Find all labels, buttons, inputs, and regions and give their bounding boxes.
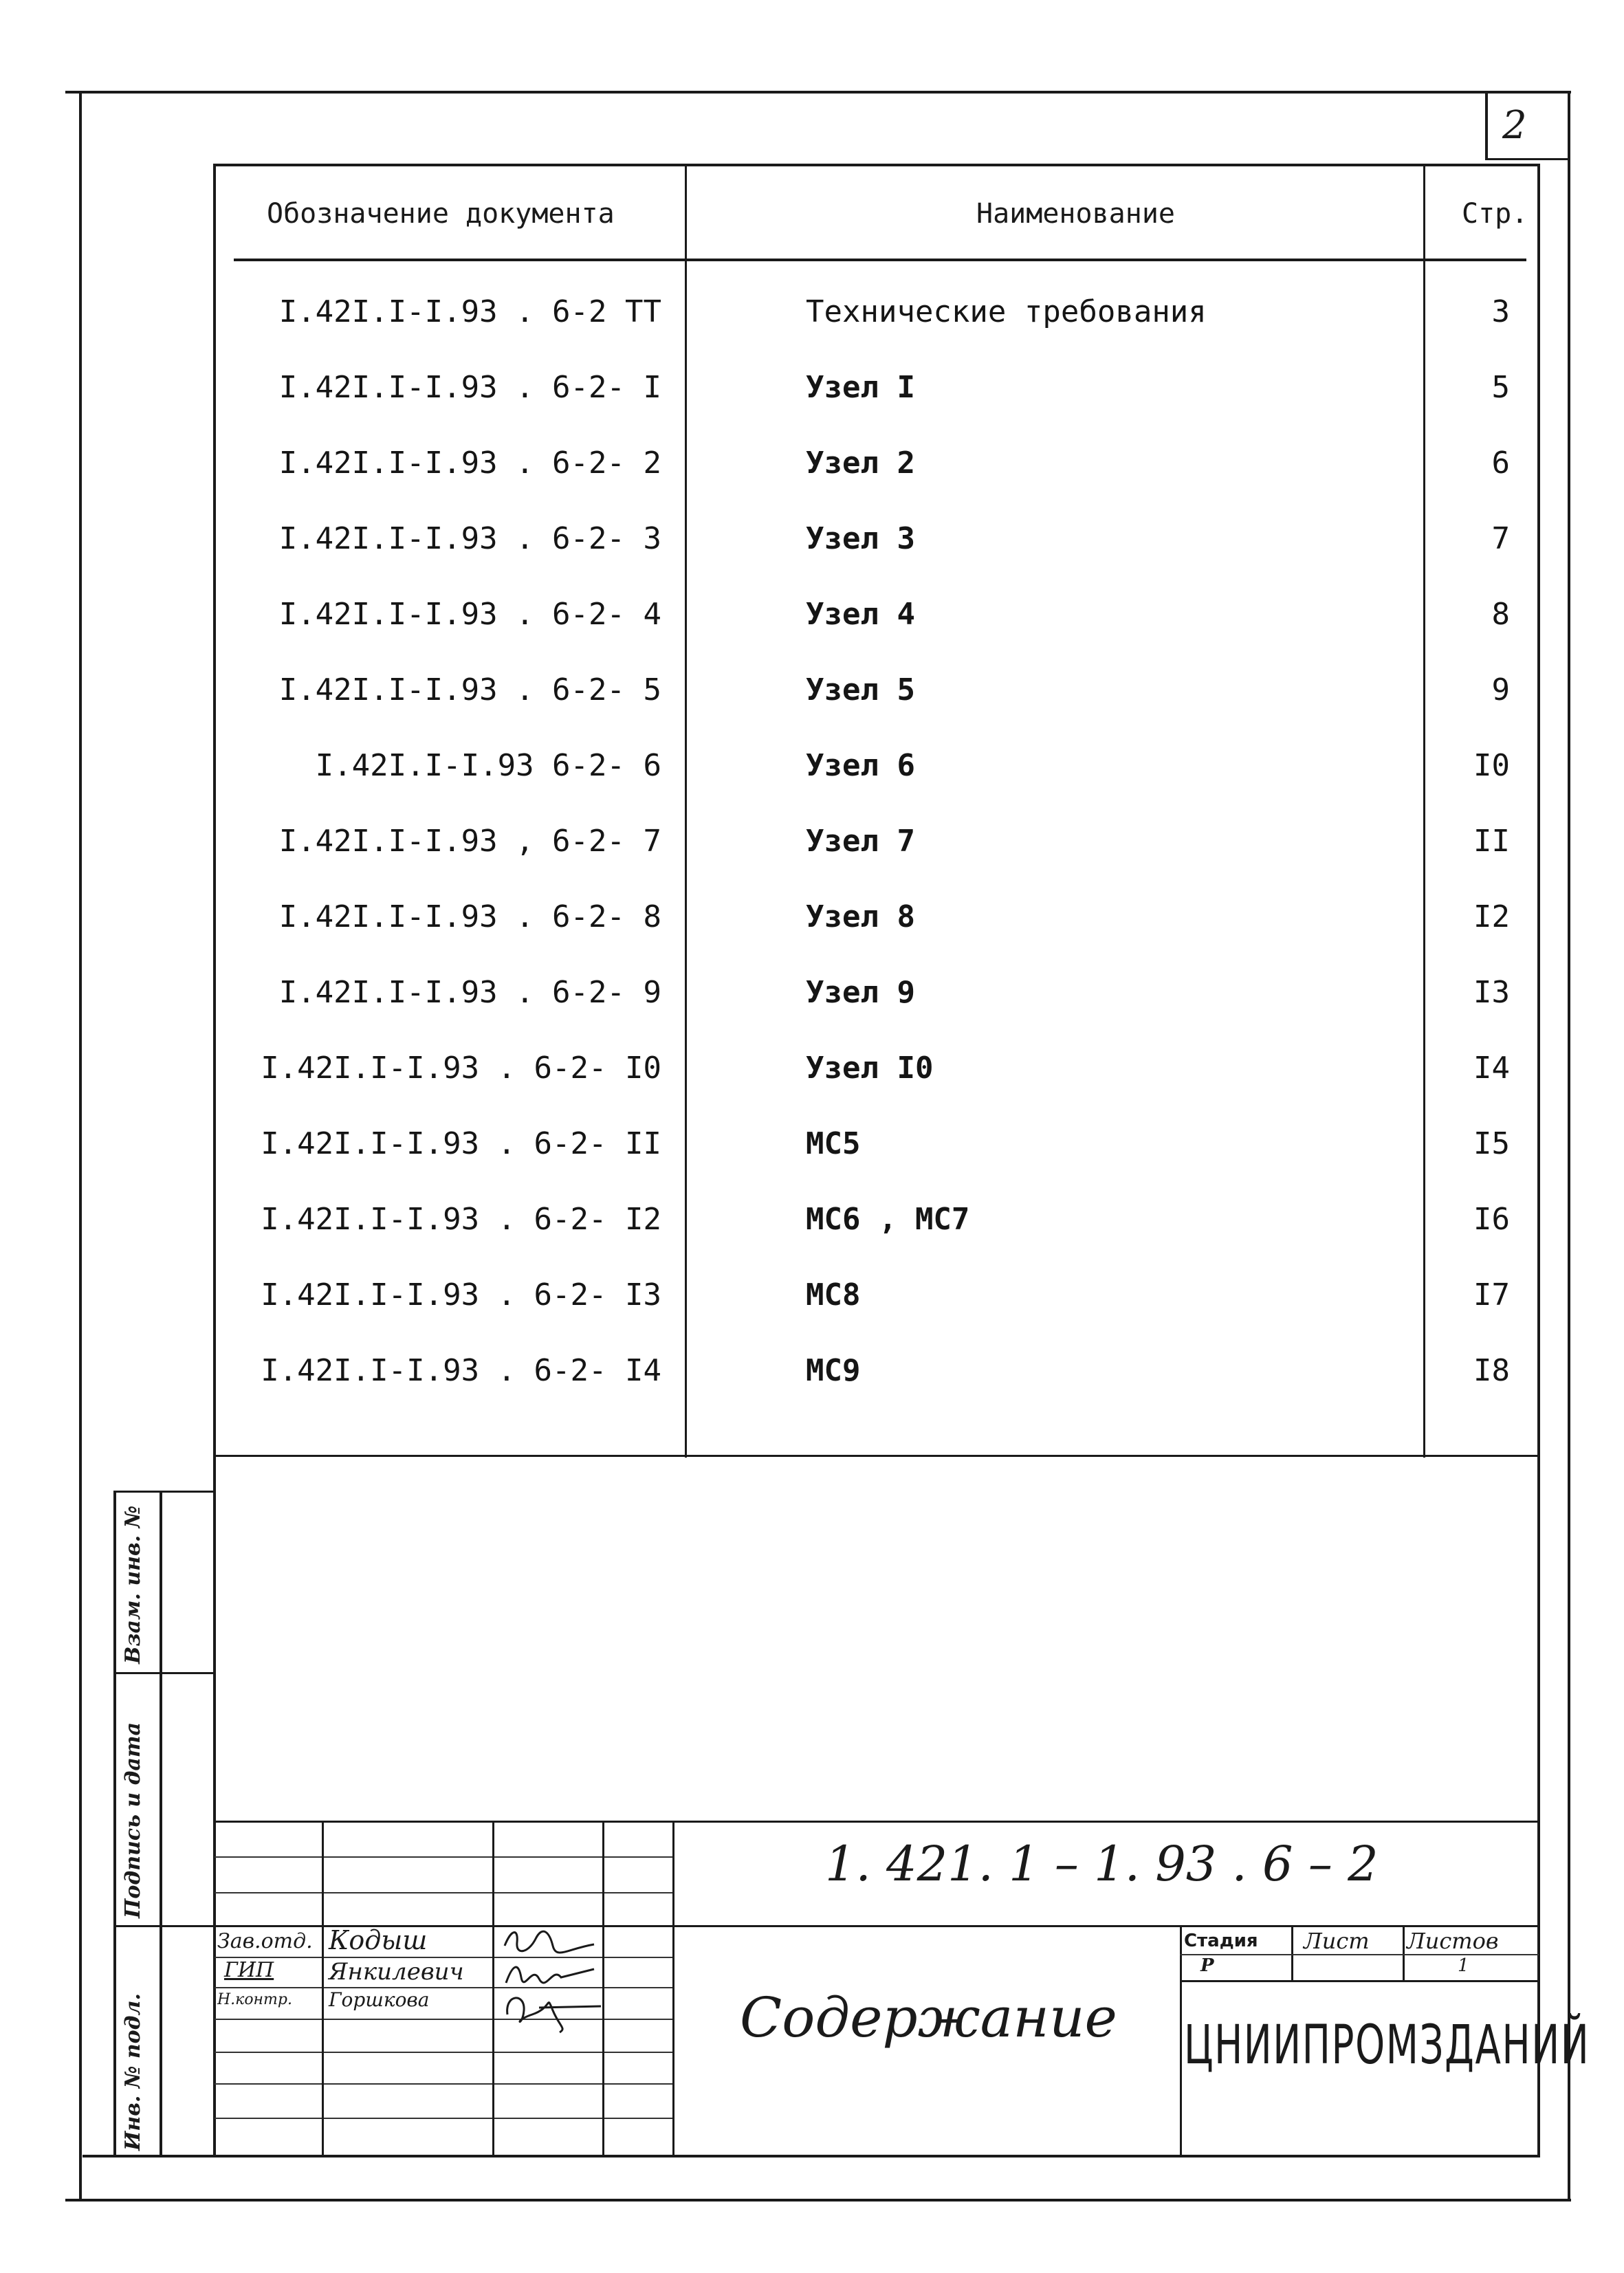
row-name: Узел 6 <box>806 748 915 783</box>
title-col-line-1 <box>322 1821 324 2156</box>
row-name: Технические требования <box>806 294 1207 329</box>
header-designation: Обозначение документа <box>267 198 615 230</box>
sheets-value: 1 <box>1458 1955 1469 1976</box>
organization-name: ЦНИИПРОМЗДАНИЙ <box>1184 2014 1590 2076</box>
role-head-of-department: Зав.отд. <box>217 1929 313 1953</box>
signature-yankilevich <box>498 1957 601 1988</box>
sheet-number-box-left <box>1485 91 1488 160</box>
side-stamp-signature-date: Подпись и дата <box>121 1722 145 1918</box>
role-norm-control: Н.контр. <box>217 1991 292 2008</box>
document-title: Содержание <box>740 1986 1117 2050</box>
row-page: I5 <box>1473 1126 1510 1161</box>
row-name: Узел I0 <box>806 1051 934 1086</box>
column-separator-2 <box>1423 165 1425 1458</box>
frame-right-line <box>1568 91 1570 2201</box>
row-designation: I.42I.I-I.93 . 6-2- I0 <box>261 1051 661 1086</box>
side-stamp-original-inventory: Инв. № подл. <box>121 1993 145 2151</box>
row-designation: I.42I.I-I.93 . 6-2- I3 <box>261 1277 661 1313</box>
row-name: Узел 4 <box>806 597 915 632</box>
title-col-line-2 <box>492 1821 494 2156</box>
name-norm-control: Горшкова <box>329 1988 430 2011</box>
side-stamp-top-line <box>113 1491 215 1493</box>
title-row-line-7 <box>215 2052 674 2053</box>
row-name: Узел 3 <box>806 521 915 556</box>
title-row-line-1 <box>215 1856 674 1858</box>
row-page: II <box>1473 824 1510 859</box>
row-page: I3 <box>1473 975 1510 1010</box>
row-page: 7 <box>1491 521 1510 556</box>
row-name: Узел 8 <box>806 899 915 934</box>
sheet-number-box-bottom <box>1485 158 1570 160</box>
title-col-line-stage <box>1180 1926 1182 2156</box>
row-designation: I.42I.I-I.93 . 6-2- 4 <box>278 597 661 632</box>
side-stamp-replacement-inventory: Взам. инв. № <box>121 1505 145 1664</box>
title-stage-bottom-line <box>1180 1980 1539 1982</box>
row-designation: I.42I.I-I.93 . 6-2- II <box>261 1126 661 1161</box>
stage-label: Стадия <box>1184 1931 1258 1951</box>
row-page: I8 <box>1473 1353 1510 1388</box>
title-row-line-2 <box>215 1892 674 1893</box>
table-header-separator <box>234 259 1526 261</box>
row-page: I0 <box>1473 748 1510 783</box>
row-page: I6 <box>1473 1202 1510 1237</box>
row-name: Узел 9 <box>806 975 915 1010</box>
row-name: МС9 <box>806 1353 861 1388</box>
row-name: МС6 , МС7 <box>806 1202 970 1237</box>
side-stamp-divider-2 <box>113 1925 215 1927</box>
row-designation: I.42I.I-I.93 . 6-2- I4 <box>261 1353 661 1388</box>
side-stamp-right-line <box>160 1491 162 2157</box>
title-row-line-9 <box>215 2118 674 2119</box>
document-code: 1. 421. 1 – 1. 93 . 6 – 2 <box>825 1836 1379 1892</box>
sheet-label: Лист <box>1304 1928 1370 1954</box>
row-designation: I.42I.I-I.93 . 6-2- I2 <box>261 1202 661 1237</box>
row-designation: I.42I.I-I.93 . 6-2- 9 <box>278 975 661 1010</box>
row-page: 5 <box>1491 370 1510 405</box>
row-page: 6 <box>1491 446 1510 481</box>
content-bottom-line <box>83 2155 1540 2157</box>
row-designation: I.42I.I-I.93 . 6-2- I <box>278 370 661 405</box>
table-bottom-line <box>215 1455 1539 1457</box>
row-page: 8 <box>1491 597 1510 632</box>
signature-gorshkova <box>498 1987 608 2035</box>
column-separator-1 <box>685 165 687 1458</box>
sheets-label: Листов <box>1407 1928 1499 1954</box>
row-name: Узел 5 <box>806 672 915 707</box>
row-designation: I.42I.I-I.93 . 6-2- 8 <box>278 899 661 934</box>
header-name: Наименование <box>976 198 1175 230</box>
row-designation: I.42I.I-I.93 . 6-2- 2 <box>278 446 661 481</box>
frame-left-line <box>79 91 82 2201</box>
row-name: Узел 2 <box>806 446 915 481</box>
row-designation: I.42I.I-I.93 6-2- 6 <box>315 748 661 783</box>
row-page: 3 <box>1491 294 1510 329</box>
stage-value: Р <box>1200 1955 1214 1976</box>
content-left-line <box>213 164 216 2157</box>
frame-top-line <box>65 91 1571 94</box>
row-page: I4 <box>1473 1051 1510 1086</box>
row-designation: I.42I.I-I.93 . 6-2 ТТ <box>278 294 661 329</box>
row-page: I7 <box>1473 1277 1510 1313</box>
title-col-line-sheet <box>1291 1926 1293 1980</box>
title-row-line-8 <box>215 2083 674 2085</box>
side-stamp-divider-1 <box>113 1672 215 1674</box>
title-col-line-sheets <box>1403 1926 1405 1980</box>
row-name: МС5 <box>806 1126 861 1161</box>
title-col-line-4 <box>672 1821 674 2156</box>
row-designation: I.42I.I-I.93 , 6-2- 7 <box>278 824 661 859</box>
role-chief-engineer: ГИП <box>224 1958 274 1982</box>
signature-kodysh <box>498 1925 601 1958</box>
name-chief-engineer: Янкилевич <box>329 1958 464 1986</box>
name-head-of-department: Кодыш <box>329 1925 428 1955</box>
row-page: I2 <box>1473 899 1510 934</box>
content-top-line <box>213 164 1540 166</box>
row-designation: I.42I.I-I.93 . 6-2- 3 <box>278 521 661 556</box>
row-name: МС8 <box>806 1277 861 1313</box>
row-designation: I.42I.I-I.93 . 6-2- 5 <box>278 672 661 707</box>
frame-bottom-line <box>65 2199 1571 2201</box>
content-right-line <box>1537 164 1540 2157</box>
header-page: Стр. <box>1462 198 1528 230</box>
sheet-number: 2 <box>1502 103 1527 148</box>
title-block-top-line <box>215 1821 1539 1823</box>
row-page: 9 <box>1491 672 1510 707</box>
side-stamp-left-line <box>113 1491 116 2157</box>
row-name: Узел I <box>806 370 915 405</box>
title-stage-row-line <box>1180 1954 1539 1955</box>
row-name: Узел 7 <box>806 824 915 859</box>
